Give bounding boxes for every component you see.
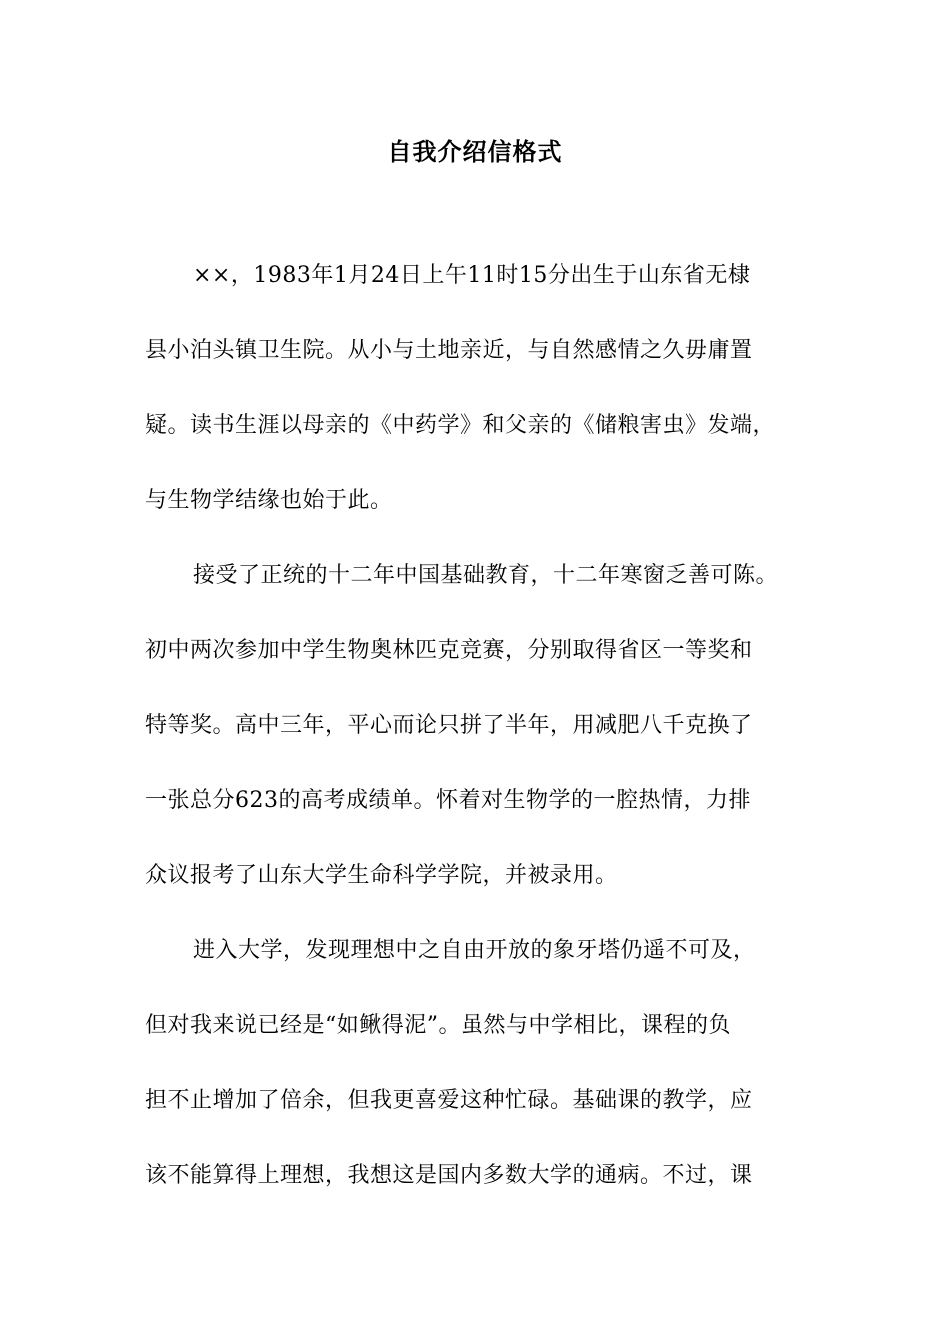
document-title: 自我介绍信格式 (387, 138, 563, 166)
paragraph-line: 接受了正统的十二年中国基础教育，十二年寒窗乏善可陈。 (193, 563, 779, 588)
paragraph-line: ××，1983年1月24日上午11时15分出生于山东省无棣 (193, 263, 751, 288)
paragraph-line: 众议报考了山东大学生命科学学院，并被录用。 (145, 863, 618, 888)
paragraph-line: 疑。读书生涯以母亲的《中药学》和父亲的《储粮害虫》发端， (145, 413, 776, 438)
paragraph-line: 该不能算得上理想，我想这是国内多数大学的通病。不过，课 (145, 1163, 753, 1188)
paragraph-line: 一张总分623的高考成绩单。怀着对生物学的一腔热情，力排 (145, 788, 751, 813)
paragraph-line: 初中两次参加中学生物奥林匹克竞赛，分别取得省区一等奖和 (145, 638, 753, 663)
paragraph-line: 与生物学结缘也始于此。 (145, 488, 393, 513)
paragraph-line: 但对我来说已经是“如鳅得泥”。虽然与中学相比，课程的负 (145, 1013, 731, 1038)
paragraph-line: 县小泊头镇卫生院。从小与土地亲近，与自然感情之久毋庸置 (145, 338, 753, 363)
paragraph-line: 进入大学，发现理想中之自由开放的象牙塔仍遥不可及， (193, 938, 756, 963)
paragraph-line: 特等奖。高中三年，平心而论只拼了半年，用减肥八千克换了 (145, 713, 753, 738)
paragraph-line: 担不止增加了倍余，但我更喜爱这种忙碌。基础课的教学，应 (145, 1088, 753, 1113)
